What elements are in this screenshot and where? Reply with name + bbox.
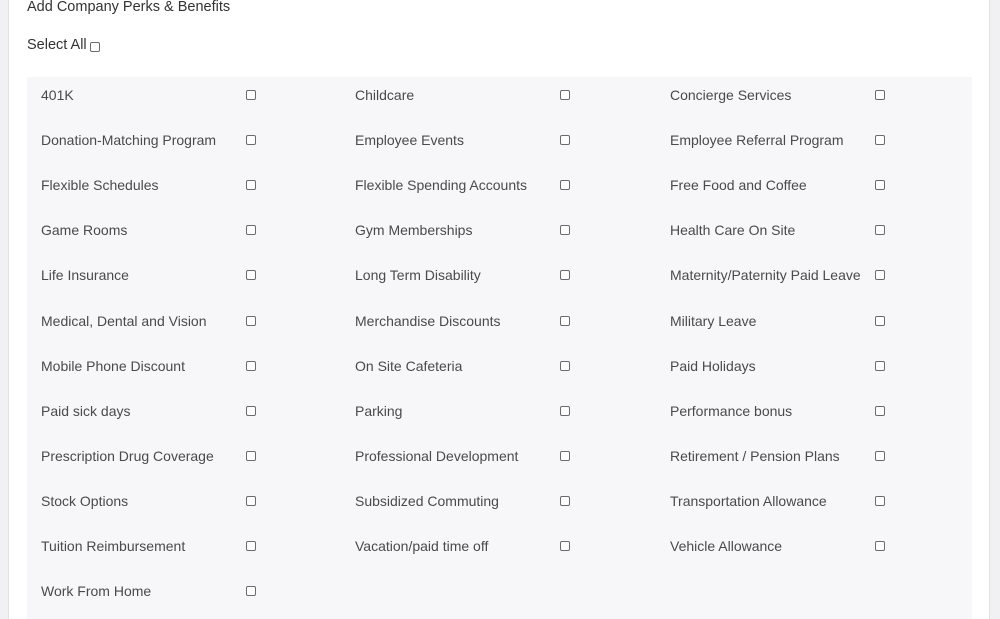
benefit-item bbox=[670, 311, 889, 331]
benefit-checkbox[interactable] bbox=[560, 90, 570, 100]
benefit-label: Work From Home bbox=[41, 583, 152, 600]
benefit-checkbox[interactable] bbox=[560, 361, 570, 371]
benefit-label: Military Leave bbox=[670, 312, 757, 329]
benefit-checkbox[interactable] bbox=[246, 180, 256, 190]
benefit-label: Vacation/paid time off bbox=[355, 538, 489, 554]
benefit-checkbox[interactable] bbox=[560, 270, 570, 280]
benefit-label: Maternity/Paternity Paid Leave bbox=[670, 267, 861, 284]
benefit-item bbox=[670, 220, 889, 240]
benefit-label: Long Term Disability bbox=[355, 267, 481, 284]
benefit-checkbox[interactable] bbox=[246, 316, 256, 326]
benefit-label: Performance bonus bbox=[670, 402, 793, 419]
benefit-checkbox[interactable] bbox=[246, 496, 256, 506]
benefit-label: Health Care On Site bbox=[670, 222, 796, 239]
benefit-item bbox=[670, 265, 889, 285]
benefit-label: Paid sick days bbox=[41, 402, 131, 419]
benefits-panel bbox=[8, 0, 990, 619]
benefit-label: Stock Options bbox=[41, 492, 129, 509]
benefit-label: Flexible Spending Accounts bbox=[355, 177, 527, 194]
benefit-item bbox=[670, 356, 889, 376]
benefit-item bbox=[355, 265, 574, 285]
benefit-item bbox=[670, 536, 889, 556]
benefit-checkbox[interactable] bbox=[560, 135, 570, 145]
benefit-checkbox[interactable] bbox=[246, 451, 256, 461]
benefit-label: Vehicle Allowance bbox=[670, 538, 783, 554]
benefit-checkbox[interactable] bbox=[560, 451, 570, 461]
benefit-item bbox=[41, 265, 260, 285]
benefit-label: Life Insurance bbox=[41, 267, 129, 284]
section-title: Add Company Perks & Benefits bbox=[27, 0, 231, 15]
benefit-item bbox=[355, 401, 574, 421]
benefit-label: Paid Holidays bbox=[670, 357, 756, 374]
benefit-label: Employee Referral Program bbox=[670, 132, 844, 149]
benefit-checkbox[interactable] bbox=[875, 496, 885, 506]
benefit-checkbox[interactable] bbox=[875, 90, 885, 100]
benefit-checkbox[interactable] bbox=[875, 451, 885, 461]
benefit-label: Concierge Services bbox=[670, 87, 792, 103]
benefit-item bbox=[41, 356, 260, 376]
benefit-checkbox[interactable] bbox=[560, 496, 570, 506]
benefit-label: Free Food and Coffee bbox=[670, 177, 807, 194]
benefit-label: Subsidized Commuting bbox=[355, 492, 499, 509]
benefit-item bbox=[41, 311, 260, 331]
benefit-checkbox[interactable] bbox=[560, 225, 570, 235]
benefit-label: Retirement / Pension Plans bbox=[670, 447, 840, 464]
benefit-item bbox=[41, 85, 260, 105]
benefit-label: Medical, Dental and Vision bbox=[41, 312, 207, 329]
benefit-item bbox=[355, 311, 574, 331]
benefit-checkbox[interactable] bbox=[560, 541, 570, 551]
benefit-checkbox[interactable] bbox=[246, 225, 256, 235]
benefits-grid bbox=[27, 77, 972, 619]
benefit-label: Flexible Schedules bbox=[41, 177, 159, 194]
benefit-checkbox[interactable] bbox=[246, 406, 256, 416]
benefit-checkbox[interactable] bbox=[246, 586, 256, 596]
benefit-item bbox=[670, 85, 889, 105]
benefit-item bbox=[355, 446, 574, 466]
benefit-item bbox=[41, 491, 260, 511]
select-all-row bbox=[27, 37, 100, 53]
benefit-item bbox=[355, 175, 574, 195]
benefit-item bbox=[41, 401, 260, 421]
select-all-label: Select All bbox=[27, 37, 87, 53]
benefit-item bbox=[41, 220, 260, 240]
benefit-item bbox=[670, 446, 889, 466]
benefit-checkbox[interactable] bbox=[875, 270, 885, 280]
benefit-item bbox=[355, 85, 574, 105]
benefit-item bbox=[670, 401, 889, 421]
benefit-label: Childcare bbox=[355, 87, 415, 103]
benefit-item bbox=[41, 175, 260, 195]
benefit-item bbox=[41, 446, 260, 466]
benefit-checkbox[interactable] bbox=[875, 361, 885, 371]
benefit-checkbox[interactable] bbox=[246, 90, 256, 100]
benefit-label: Gym Memberships bbox=[355, 222, 473, 239]
benefit-checkbox[interactable] bbox=[875, 406, 885, 416]
benefit-checkbox[interactable] bbox=[246, 270, 256, 280]
benefit-checkbox[interactable] bbox=[875, 225, 885, 235]
benefit-label: Transportation Allowance bbox=[670, 492, 827, 509]
benefit-item bbox=[41, 536, 260, 556]
benefit-item bbox=[355, 130, 574, 150]
benefit-checkbox[interactable] bbox=[560, 180, 570, 190]
benefit-label: 401K bbox=[41, 87, 74, 103]
benefit-label: Merchandise Discounts bbox=[355, 312, 501, 329]
benefit-label: On Site Cafeteria bbox=[355, 357, 463, 374]
benefit-item bbox=[355, 220, 574, 240]
benefit-checkbox[interactable] bbox=[246, 541, 256, 551]
benefit-checkbox[interactable] bbox=[875, 135, 885, 145]
benefit-item bbox=[670, 130, 889, 150]
benefit-label: Prescription Drug Coverage bbox=[41, 447, 214, 464]
benefit-checkbox[interactable] bbox=[246, 135, 256, 145]
benefit-item bbox=[355, 491, 574, 511]
benefit-item bbox=[355, 356, 574, 376]
benefit-label: Parking bbox=[355, 402, 403, 419]
benefit-checkbox[interactable] bbox=[875, 541, 885, 551]
benefit-item bbox=[670, 175, 889, 195]
benefit-checkbox[interactable] bbox=[875, 316, 885, 326]
select-all-checkbox[interactable] bbox=[90, 42, 100, 52]
benefit-item bbox=[41, 130, 260, 150]
benefit-label: Game Rooms bbox=[41, 222, 128, 239]
benefit-checkbox[interactable] bbox=[246, 361, 256, 371]
benefit-checkbox[interactable] bbox=[560, 406, 570, 416]
benefit-checkbox[interactable] bbox=[875, 180, 885, 190]
benefit-label: Tuition Reimbursement bbox=[41, 538, 186, 554]
benefit-item bbox=[355, 536, 574, 556]
benefit-label: Employee Events bbox=[355, 132, 464, 149]
benefit-checkbox[interactable] bbox=[560, 316, 570, 326]
benefit-label: Donation-Matching Program bbox=[41, 132, 217, 149]
benefit-item bbox=[41, 581, 260, 601]
benefit-item bbox=[670, 491, 889, 511]
benefit-label: Mobile Phone Discount bbox=[41, 357, 185, 374]
benefit-label: Professional Development bbox=[355, 447, 519, 464]
